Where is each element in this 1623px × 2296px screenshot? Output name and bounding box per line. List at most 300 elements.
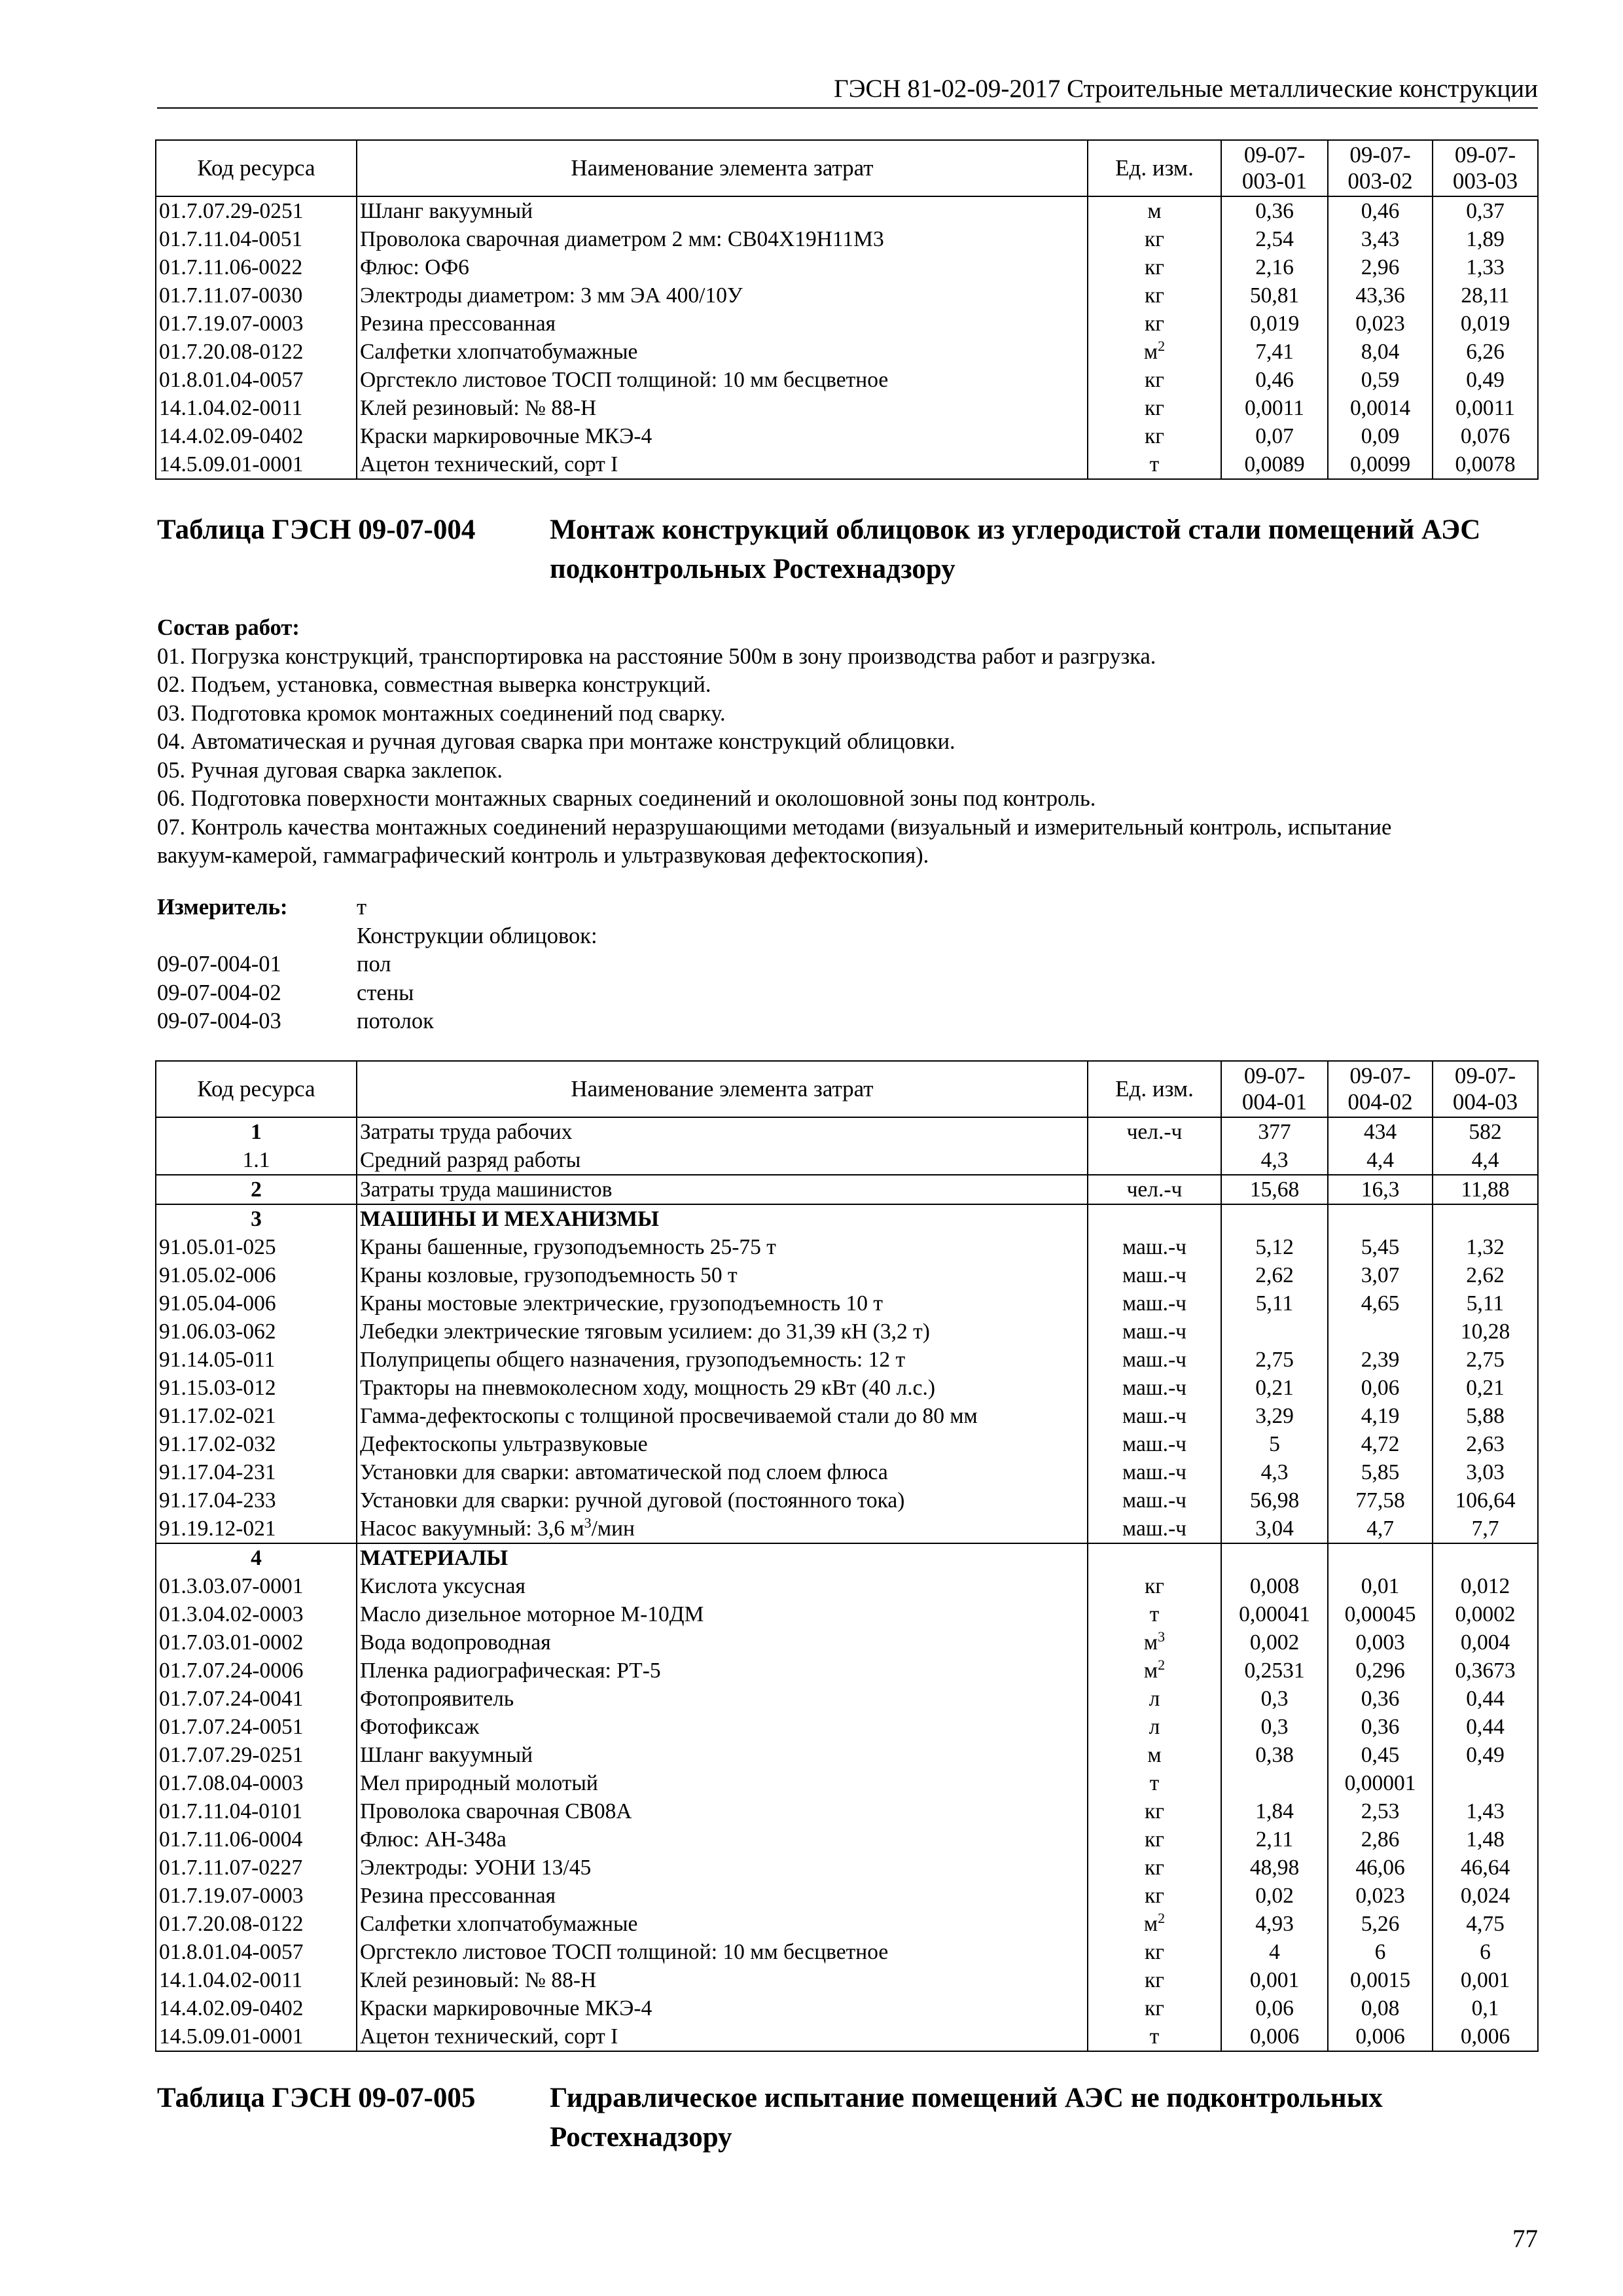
- norm-value-3: 1,43: [1433, 1797, 1538, 1825]
- unit-text: маш.-ч: [1122, 1516, 1186, 1541]
- unit-cell: [1088, 310, 1221, 338]
- resource-name-text: Клей резиновый: № 88-Н: [360, 396, 597, 420]
- resource-name: [357, 1117, 1088, 1146]
- norm-value-1: 5,12: [1221, 1233, 1328, 1261]
- unit-cell: [1088, 1882, 1221, 1910]
- resource-code: 14.4.02.09-0402: [156, 1994, 357, 2022]
- resource-name-text: Масло дизельное моторное М-10ДМ: [360, 1602, 704, 1626]
- table-row: [156, 1515, 1538, 1543]
- unit-cell: [1088, 366, 1221, 394]
- unit-cell: [1088, 1854, 1221, 1882]
- unit-cell: [1088, 1685, 1221, 1713]
- table-row: [156, 1657, 1538, 1685]
- resource-name-text: Флюс: АН-348а: [360, 1827, 507, 1852]
- resource-code: 4: [156, 1543, 357, 1572]
- unit-text: м: [1143, 1630, 1158, 1655]
- unit-text: кг: [1144, 227, 1165, 251]
- resource-name: [357, 1204, 1088, 1233]
- table-row: [156, 1825, 1538, 1854]
- unit-text: л: [1149, 1715, 1160, 1739]
- unit-cell: [1088, 1233, 1221, 1261]
- unit-cell: [1088, 1543, 1221, 1572]
- resource-name-text: Краски маркировочные МКЭ-4: [360, 424, 652, 448]
- norm-value-3: 11,88: [1433, 1175, 1538, 1204]
- table-row: [156, 1882, 1538, 1910]
- resource-code: 01.7.07.29-0251: [156, 1741, 357, 1769]
- unit-text: кг: [1144, 1856, 1165, 1880]
- resource-name: [357, 253, 1088, 281]
- norm-value-3: 0,0011: [1433, 394, 1538, 422]
- norm-value-1: [1221, 1543, 1328, 1572]
- measure-code: 09-07-004-02: [157, 980, 281, 1005]
- resource-name-text: Краны башенные, грузоподъемность 25-75 т: [360, 1235, 776, 1259]
- norm-value-2: 0,0099: [1328, 450, 1433, 479]
- unit-cell: [1088, 1994, 1221, 2022]
- resource-name-text: Затраты труда машинистов: [360, 1177, 613, 1202]
- resource-name-text: Клей резиновый: № 88-Н: [360, 1968, 597, 1992]
- resource-table-003: [155, 139, 1539, 480]
- norm-value-2: 3,07: [1328, 1261, 1433, 1289]
- resource-name: [357, 1458, 1088, 1486]
- table-label: Таблица ГЭСН 09-07-004: [157, 514, 476, 545]
- resource-code: 91.17.02-032: [156, 1430, 357, 1458]
- unit-cell: [1088, 1402, 1221, 1430]
- norm-value-3: 2,62: [1433, 1261, 1538, 1289]
- norm-value-2: 0,46: [1328, 196, 1433, 225]
- resource-name-text: Краны козловые, грузоподъемность 50 т: [360, 1263, 738, 1287]
- resource-name: [357, 1430, 1088, 1458]
- resource-code: 3: [156, 1204, 357, 1233]
- resource-name: [357, 1628, 1088, 1657]
- resource-name-text: Мел природный молотый: [360, 1771, 598, 1795]
- table-row: [156, 1175, 1538, 1204]
- norm-value-2: [1328, 1204, 1433, 1233]
- resource-name-text: Установки для сварки: ручной дуговой (постоянного тока): [360, 1488, 905, 1513]
- unit-text: м: [1147, 1743, 1162, 1767]
- norm-value-3: 10,28: [1433, 1318, 1538, 1346]
- norm-value-2: 4,72: [1328, 1430, 1433, 1458]
- resource-name: [357, 1402, 1088, 1430]
- resource-name: [357, 1938, 1088, 1966]
- resource-name: [357, 1797, 1088, 1825]
- norm-value-1: 377: [1221, 1117, 1328, 1146]
- resource-name-text: Резина прессованная: [360, 312, 556, 336]
- unit-text: т: [1149, 2024, 1160, 2049]
- resource-code: 1.1: [156, 1146, 357, 1175]
- unit-text: кг: [1144, 368, 1165, 392]
- unit-cell: [1088, 1600, 1221, 1628]
- norm-value-1: 0,3: [1221, 1685, 1328, 1713]
- resource-name-text: Тракторы на пневмоколесном ходу, мощность 29 кВт (40 л.с.): [360, 1376, 935, 1400]
- resource-name-text: Резина прессованная: [360, 1884, 556, 1908]
- norm-value-3: 2,63: [1433, 1430, 1538, 1458]
- norm-value-1: 7,41: [1221, 338, 1328, 366]
- norm-value-1: 3,04: [1221, 1515, 1328, 1543]
- table-row: [156, 338, 1538, 366]
- table-label: Таблица ГЭСН 09-07-005: [157, 2083, 476, 2113]
- resource-name-text: Кислота уксусная: [360, 1574, 526, 1598]
- norm-value-1: [1221, 1318, 1328, 1346]
- unit-cell: [1088, 1966, 1221, 1994]
- unit-text: маш.-ч: [1122, 1404, 1186, 1428]
- unit-cell: [1088, 1938, 1221, 1966]
- resource-code: 14.4.02.09-0402: [156, 422, 357, 450]
- unit-text: маш.-ч: [1122, 1291, 1186, 1316]
- resource-name: [357, 281, 1088, 310]
- unit-cell: [1088, 1657, 1221, 1685]
- measure-unit: т: [357, 895, 367, 920]
- unit-cell: [1088, 1572, 1221, 1600]
- table-row: [156, 1117, 1538, 1146]
- resource-code: 01.7.08.04-0003: [156, 1769, 357, 1797]
- resource-name: [357, 1146, 1088, 1175]
- col-header-unit: Ед. изм.: [1088, 140, 1221, 196]
- norm-value-1: 5,11: [1221, 1289, 1328, 1318]
- resource-code: 91.05.01-025: [156, 1233, 357, 1261]
- unit-text: маш.-ч: [1122, 1348, 1186, 1372]
- norm-value-2: 0,0014: [1328, 394, 1433, 422]
- resource-name-text: Полуприцепы общего назначения, грузоподъемность: 12 т: [360, 1348, 906, 1372]
- table-row: [156, 1486, 1538, 1515]
- resource-name-text: МАТЕРИАЛЫ: [360, 1546, 508, 1570]
- norm-value-2: 77,58: [1328, 1486, 1433, 1515]
- resource-code: 01.3.04.02-0003: [156, 1600, 357, 1628]
- unit-cell: [1088, 394, 1221, 422]
- norm-value-1: 0,46: [1221, 366, 1328, 394]
- resource-name: [357, 450, 1088, 479]
- resource-code: 01.7.11.06-0004: [156, 1825, 357, 1854]
- resource-name: [357, 366, 1088, 394]
- norm-value-1: 4,93: [1221, 1910, 1328, 1938]
- table-row: [156, 1374, 1538, 1402]
- unit-cell: [1088, 225, 1221, 253]
- resource-name: [357, 1910, 1088, 1938]
- resource-name: [357, 1346, 1088, 1374]
- resource-code: 01.7.11.07-0227: [156, 1854, 357, 1882]
- resource-name-text: Ацетон технический, сорт I: [360, 2024, 618, 2049]
- superscript: 3: [584, 1515, 592, 1531]
- resource-code: 01.7.19.07-0003: [156, 1882, 357, 1910]
- unit-cell: [1088, 1175, 1221, 1204]
- table-row: [156, 1204, 1538, 1233]
- table-row: [156, 1318, 1538, 1346]
- resource-name: [357, 1318, 1088, 1346]
- norm-value-3: 0,006: [1433, 2022, 1538, 2051]
- unit-cell: [1088, 1910, 1221, 1938]
- unit-text: кг: [1144, 255, 1165, 279]
- norm-value-3: 7,7: [1433, 1515, 1538, 1543]
- measure-item: [157, 1007, 1538, 1036]
- resource-code: 01.7.11.04-0051: [156, 225, 357, 253]
- unit-text: кг: [1144, 1884, 1165, 1908]
- table-header-row: [156, 140, 1538, 196]
- unit-text: маш.-ч: [1122, 1488, 1186, 1513]
- resource-name-text: Фотопроявитель: [360, 1687, 514, 1711]
- unit-text: маш.-ч: [1122, 1235, 1186, 1259]
- norm-value-2: 4,7: [1328, 1515, 1433, 1543]
- measure-items: [157, 950, 1538, 1036]
- norm-value-1: 4,3: [1221, 1458, 1328, 1486]
- unit-cell: [1088, 1117, 1221, 1146]
- resource-code: 14.5.09.01-0001: [156, 2022, 357, 2051]
- resource-name-text: Шланг вакуумный: [360, 1743, 533, 1767]
- col-header-code: Код ресурса: [156, 140, 357, 196]
- norm-value-2: 4,4: [1328, 1146, 1433, 1175]
- resource-name: [357, 1374, 1088, 1402]
- unit-text: м: [1143, 1912, 1158, 1936]
- norm-value-1: 0,3: [1221, 1713, 1328, 1741]
- unit-cell: [1088, 1741, 1221, 1769]
- table-row: [156, 450, 1538, 479]
- table-row: [156, 1289, 1538, 1318]
- resource-name: [357, 1486, 1088, 1515]
- table-row: [156, 394, 1538, 422]
- resource-code: 14.1.04.02-0011: [156, 1966, 357, 1994]
- table-row: [156, 253, 1538, 281]
- resource-name-text: Пленка радиографическая: РТ-5: [360, 1659, 661, 1683]
- resource-code: 01.7.20.08-0122: [156, 338, 357, 366]
- norm-value-1: 15,68: [1221, 1175, 1328, 1204]
- table-row: [156, 1713, 1538, 1741]
- resource-name-text: Дефектоскопы ультразвуковые: [360, 1432, 648, 1456]
- norm-value-2: 0,023: [1328, 310, 1433, 338]
- table-header-row: [156, 1061, 1538, 1117]
- table-row: [156, 1741, 1538, 1769]
- norm-value-1: 0,38: [1221, 1741, 1328, 1769]
- norm-value-3: 0,44: [1433, 1713, 1538, 1741]
- table-row: [156, 1146, 1538, 1175]
- table-row: [156, 1769, 1538, 1797]
- unit-text: маш.-ч: [1122, 1460, 1186, 1484]
- table-title: Гидравлическое испытание помещений АЭС не подконтрольных Ростехнадзору: [550, 2083, 1383, 2153]
- norm-value-2: 0,45: [1328, 1741, 1433, 1769]
- resource-code: 14.1.04.02-0011: [156, 394, 357, 422]
- norm-value-3: 0,0002: [1433, 1600, 1538, 1628]
- resource-code: 2: [156, 1175, 357, 1204]
- resource-name-text: Затраты труда рабочих: [360, 1120, 573, 1144]
- resource-code: 14.5.09.01-0001: [156, 450, 357, 479]
- norm-value-2: 434: [1328, 1117, 1433, 1146]
- resource-code: 01.7.07.29-0251: [156, 196, 357, 225]
- resource-code: 91.15.03-012: [156, 1374, 357, 1402]
- unit-cell: [1088, 1146, 1221, 1175]
- measure-desc: потолок: [357, 1009, 434, 1033]
- resource-name: [357, 1175, 1088, 1204]
- norm-value-1: [1221, 1204, 1328, 1233]
- norm-value-2: 2,53: [1328, 1797, 1433, 1825]
- norm-value-3: 0,004: [1433, 1628, 1538, 1657]
- unit-cell: [1088, 1825, 1221, 1854]
- resource-name: [357, 1572, 1088, 1600]
- norm-value-3: 5,11: [1433, 1289, 1538, 1318]
- resource-name-text: Установки для сварки: автоматической под слоем флюса: [360, 1460, 888, 1484]
- work-item: 03. Подготовка кромок монтажных соединений под сварку.: [157, 700, 726, 726]
- norm-value-3: 0,012: [1433, 1572, 1538, 1600]
- unit-cell: [1088, 1458, 1221, 1486]
- norm-value-2: 0,296: [1328, 1657, 1433, 1685]
- resource-name: [357, 1825, 1088, 1854]
- unit-text: л: [1149, 1687, 1160, 1711]
- table-body: [156, 196, 1538, 479]
- resource-name-text: Салфетки хлопчатобумажные: [360, 1912, 638, 1936]
- table-row: [156, 1233, 1538, 1261]
- unit-text: маш.-ч: [1122, 1376, 1186, 1400]
- resource-name-text: МАШИНЫ И МЕХАНИЗМЫ: [360, 1207, 660, 1231]
- norm-value-1: 2,16: [1221, 253, 1328, 281]
- table-row: [156, 225, 1538, 253]
- work-composition: [157, 614, 1538, 870]
- unit-text: маш.-ч: [1122, 1432, 1186, 1456]
- resource-name: [357, 1994, 1088, 2022]
- norm-value-2: 5,26: [1328, 1910, 1433, 1938]
- table-row: [156, 1458, 1538, 1486]
- work-item: 04. Автоматическая и ручная дуговая сварка при монтаже конструкций облицовки.: [157, 729, 955, 754]
- unit-text: т: [1149, 1771, 1160, 1795]
- col-header-code: Код ресурса: [156, 1061, 357, 1117]
- resource-table-004: [155, 1060, 1539, 2052]
- unit-text: т: [1149, 452, 1160, 476]
- resource-name: [357, 1966, 1088, 1994]
- norm-value-3: 5,88: [1433, 1402, 1538, 1430]
- norm-value-1: 0,02: [1221, 1882, 1328, 1910]
- resource-name-text: Флюс: ОФ6: [360, 255, 469, 279]
- norm-value-2: 0,01: [1328, 1572, 1433, 1600]
- norm-value-1: 0,006: [1221, 2022, 1328, 2051]
- norm-value-1: 3,29: [1221, 1402, 1328, 1430]
- resource-code: 91.19.12-021: [156, 1515, 357, 1543]
- norm-value-3: 6,26: [1433, 338, 1538, 366]
- unit-text: маш.-ч: [1122, 1319, 1186, 1344]
- norm-value-1: 0,06: [1221, 1994, 1328, 2022]
- table-row: [156, 366, 1538, 394]
- norm-value-2: 0,023: [1328, 1882, 1433, 1910]
- unit-text: кг: [1144, 1940, 1165, 1964]
- work-item: 06. Подготовка поверхности монтажных сварных соединений и околошовной зоны под контроль.: [157, 786, 1096, 811]
- resource-code: 91.05.04-006: [156, 1289, 357, 1318]
- resource-code: 01.3.03.07-0001: [156, 1572, 357, 1600]
- resource-code: 01.7.03.01-0002: [156, 1628, 357, 1657]
- norm-value-3: 1,48: [1433, 1825, 1538, 1854]
- measure-desc: пол: [357, 952, 391, 977]
- resource-name-text: Электроды диаметром: 3 мм ЭА 400/10У: [360, 283, 743, 308]
- unit-cell: [1088, 450, 1221, 479]
- unit-cell: [1088, 1628, 1221, 1657]
- superscript: 2: [1158, 338, 1166, 354]
- resource-name-tail: /мин: [591, 1516, 635, 1541]
- resource-name: [357, 2022, 1088, 2051]
- measure-desc: стены: [357, 980, 414, 1005]
- resource-name-text: Лебедки электрические тяговым усилием: до 31,39 кН (3,2 т): [360, 1319, 930, 1344]
- resource-name: [357, 1741, 1088, 1769]
- work-item: 02. Подъем, установка, совместная выверка конструкций.: [157, 672, 711, 697]
- norm-value-2: 5,85: [1328, 1458, 1433, 1486]
- table-row: [156, 422, 1538, 450]
- norm-value-1: 0,2531: [1221, 1657, 1328, 1685]
- running-header: ГЭСН 81-02-09-2017 Строительные металлические конструкции: [157, 72, 1538, 109]
- table-body: [156, 1117, 1538, 2051]
- unit-cell: [1088, 1713, 1221, 1741]
- resource-name: [357, 225, 1088, 253]
- table-row: [156, 1543, 1538, 1572]
- resource-code: 01.8.01.04-0057: [156, 366, 357, 394]
- measure-item: [157, 979, 1538, 1008]
- table-row: [156, 1572, 1538, 1600]
- norm-value-3: 1,32: [1433, 1233, 1538, 1261]
- unit-text: маш.-ч: [1122, 1263, 1186, 1287]
- norm-value-3: 582: [1433, 1117, 1538, 1146]
- table-row: [156, 196, 1538, 225]
- resource-name: [357, 196, 1088, 225]
- resource-name: [357, 1657, 1088, 1685]
- norm-value-3: 28,11: [1433, 281, 1538, 310]
- norm-value-1: 1,84: [1221, 1797, 1328, 1825]
- superscript: 2: [1158, 1657, 1166, 1673]
- norm-value-1: 0,019: [1221, 310, 1328, 338]
- norm-value-3: 6: [1433, 1938, 1538, 1966]
- section-heading-09-07-004: [157, 511, 1538, 596]
- norm-value-2: 8,04: [1328, 338, 1433, 366]
- unit-cell: [1088, 1374, 1221, 1402]
- work-item: 01. Погрузка конструкций, транспортировка на расстояние 500м в зону производства работ и разгрузка.: [157, 643, 1156, 669]
- measure-item: [157, 950, 1538, 979]
- unit-text: кг: [1144, 283, 1165, 308]
- norm-value-3: 106,64: [1433, 1486, 1538, 1515]
- unit-text: кг: [1144, 424, 1165, 448]
- norm-value-3: 0,024: [1433, 1882, 1538, 1910]
- resource-name: [357, 1769, 1088, 1797]
- norm-value-3: 0,076: [1433, 422, 1538, 450]
- table-row: [156, 281, 1538, 310]
- unit-text: т: [1149, 1602, 1160, 1626]
- norm-value-2: 0,59: [1328, 366, 1433, 394]
- resource-name: [357, 1685, 1088, 1713]
- norm-value-2: 16,3: [1328, 1175, 1433, 1204]
- work-composition-title: Состав работ:: [157, 615, 300, 640]
- resource-name-text: Проволока сварочная диаметром 2 мм: СВ04Х19Н11М3: [360, 227, 884, 251]
- col-header-unit: Ед. изм.: [1088, 1061, 1221, 1117]
- unit-cell: [1088, 338, 1221, 366]
- superscript: 2: [1158, 1910, 1166, 1926]
- norm-value-1: 4: [1221, 1938, 1328, 1966]
- table-row: [156, 1261, 1538, 1289]
- norm-value-3: 1,33: [1433, 253, 1538, 281]
- norm-value-3: 0,49: [1433, 366, 1538, 394]
- col-header-norm-3: 09-07- 003-03: [1433, 140, 1538, 196]
- norm-value-2: 4,65: [1328, 1289, 1433, 1318]
- norm-value-2: 5,45: [1328, 1233, 1433, 1261]
- norm-value-2: 0,36: [1328, 1713, 1433, 1741]
- norm-value-3: 4,75: [1433, 1910, 1538, 1938]
- resource-name-text: Вода водопроводная: [360, 1630, 551, 1655]
- unit-cell: [1088, 1797, 1221, 1825]
- resource-name-text: Средний разряд работы: [360, 1148, 581, 1172]
- unit-text: кг: [1144, 1799, 1165, 1823]
- resource-name-text: Гамма-дефектоскопы с толщиной просвечиваемой стали до 80 мм: [360, 1404, 978, 1428]
- norm-value-2: 2,96: [1328, 253, 1433, 281]
- norm-value-1: 50,81: [1221, 281, 1328, 310]
- norm-value-1: 2,11: [1221, 1825, 1328, 1854]
- measure-block: [157, 893, 1538, 1036]
- work-item: 05. Ручная дуговая сварка заклепок.: [157, 757, 503, 783]
- unit-cell: [1088, 1486, 1221, 1515]
- norm-value-2: 0,09: [1328, 422, 1433, 450]
- norm-value-2: 3,43: [1328, 225, 1433, 253]
- norm-value-2: 2,86: [1328, 1825, 1433, 1854]
- norm-value-2: [1328, 1318, 1433, 1346]
- norm-value-2: 0,003: [1328, 1628, 1433, 1657]
- unit-cell: [1088, 281, 1221, 310]
- table-row: [156, 1628, 1538, 1657]
